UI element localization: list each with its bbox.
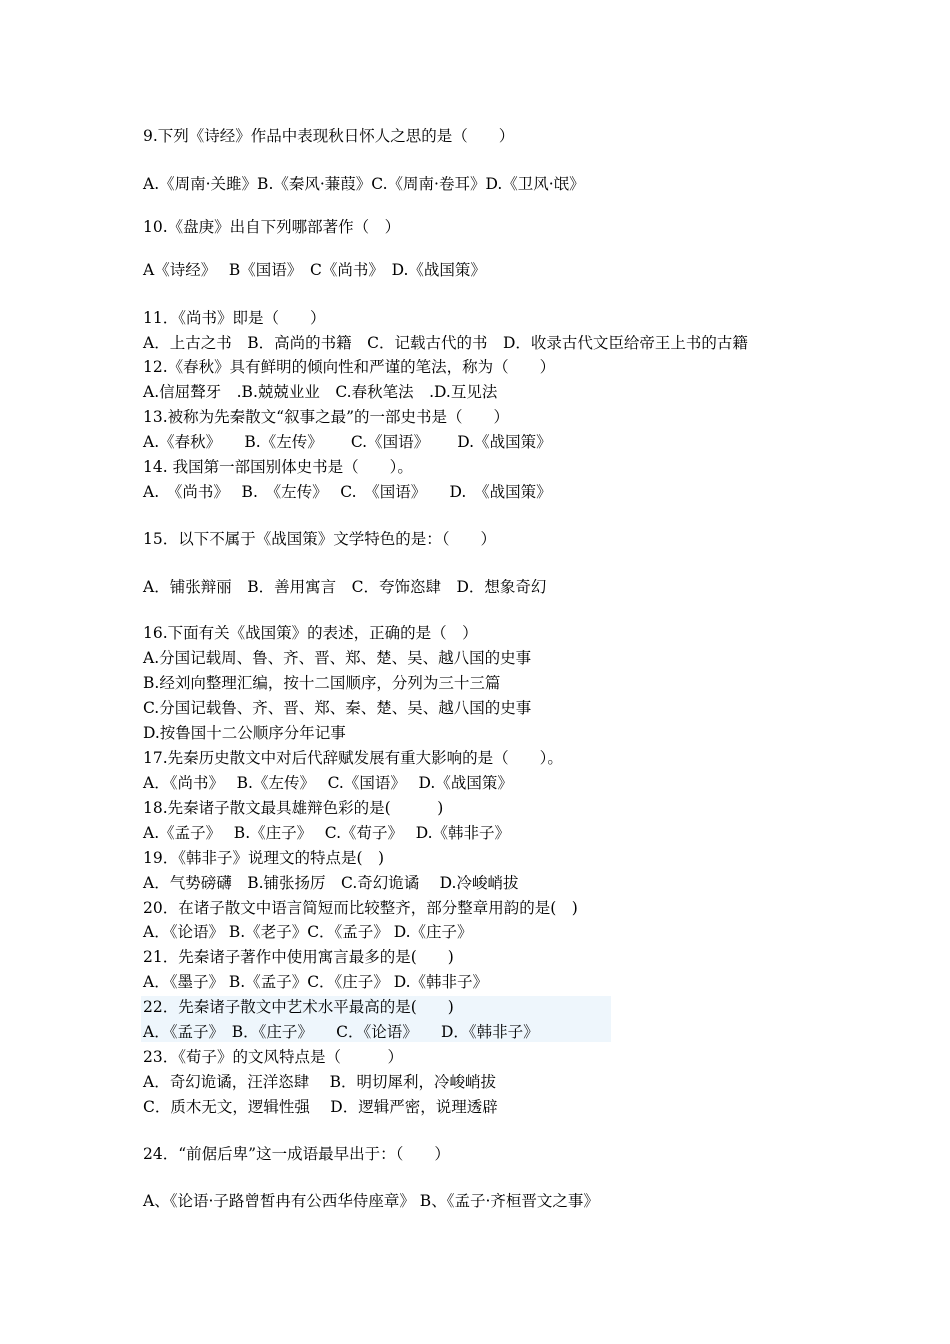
- question-14-options: A. 《尚书》 B. 《左传》 C. 《国语》 D. 《战国策》: [143, 483, 552, 501]
- question-19: 19．《韩非子》说理文的特点是( ): [143, 849, 385, 867]
- question-10: 10.《盘庚》出自下列哪部著作（ ）: [143, 218, 401, 236]
- question-17-options: A．《尚书》 B.《左传》 C.《国语》 D.《战国策》: [143, 774, 513, 792]
- question-16: 16.下面有关《战国策》的表述，正确的是（ ）: [143, 624, 478, 642]
- question-9: 9.下列《诗经》作品中表现秋日怀人之思的是（ ）: [143, 127, 515, 145]
- question-9-options: A.《周南·关雎》B.《秦风·蒹葭》C.《周南·卷耳》D.《卫风·氓》: [143, 175, 585, 193]
- question-15-options: A．铺张辩丽 B．善用寓言 C．夸饰恣肆 D．想象奇幻: [143, 578, 547, 596]
- question-18: 18.先秦诸子散文最具雄辩色彩的是( ): [143, 799, 444, 817]
- question-16-option-c: C.分国记载鲁、齐、晋、郑、秦、楚、吴、越八国的史事: [143, 699, 532, 717]
- question-23: 23．《荀子》的文风特点是（ ）: [143, 1048, 403, 1066]
- question-21-options: A．《墨子》 B.《孟子》C．《庄子》 D.《韩非子》: [143, 973, 489, 991]
- question-20: 20．在诸子散文中语言简短而比较整齐，部分整章用韵的是( ): [143, 899, 578, 917]
- question-21: 21．先秦诸子著作中使用寓言最多的是( ): [143, 948, 454, 966]
- question-23-options-ab: A．奇幻诡谲，汪洋恣肆 B．明切犀利，冷峻峭拔: [143, 1073, 497, 1091]
- question-12-options: A.信屈聱牙 .B.兢兢业业 C.春秋笔法 .D.互见法: [143, 383, 498, 401]
- question-17: 17.先秦历史散文中对后代辞赋发展有重大影响的是（ ）。: [143, 749, 563, 767]
- question-13: 13.被称为先秦散文“叙事之最”的一部史书是（ ）: [143, 408, 509, 426]
- question-22: 22．先秦诸子散文中艺术水平最高的是( ): [143, 998, 454, 1016]
- question-10-options: A《诗经》 B《国语》 C《尚书》 D.《战国策》: [143, 261, 486, 279]
- question-16-option-a: A.分国记载周、鲁、齐、晋、郑、楚、吴、越八国的史事: [143, 649, 532, 667]
- question-14: 14. 我国第一部国别体史书是（ ）。: [143, 458, 413, 476]
- question-23-options-cd: C．质木无文，逻辑性强 D．逻辑严密，说理透辟: [143, 1098, 498, 1116]
- question-22-options: A．《孟子》 B．《庄子》 C．《论语》 D．《韩非子》: [143, 1023, 539, 1041]
- question-16-option-b: B.经刘向整理汇编，按十二国顺序，分列为三十三篇: [143, 674, 501, 692]
- question-15: 15．以下不属于《战国策》文学特色的是：（ ）: [143, 530, 496, 548]
- question-19-options: A．气势磅礴 B.铺张扬厉 C.奇幻诡谲 D.冷峻峭拔: [143, 874, 519, 892]
- question-20-options: A．《论语》 B.《老子》C．《孟子》 D.《庄子》: [143, 923, 473, 941]
- question-11-options: A．上古之书 B．高尚的书籍 C．记载古代的书 D．收录古代文臣给帝王上书的古籍: [143, 334, 748, 352]
- question-24-options: A、《论语·子路曾皙冉有公西华侍座章》 B、《孟子·齐桓晋文之事》: [143, 1192, 599, 1210]
- question-24: 24．“前倨后卑”这一成语最早出于：（ ）: [143, 1145, 450, 1163]
- question-16-option-d: D.按鲁国十二公顺序分年记事: [143, 724, 346, 742]
- question-11: 11．《尚书》即是（ ）: [143, 309, 326, 327]
- question-13-options: A.《春秋》 B.《左传》 C.《国语》 D.《战国策》: [143, 433, 552, 451]
- question-18-options: A.《孟子》 B.《庄子》 C.《荀子》 D.《韩非子》: [143, 824, 511, 842]
- question-12: 12.《春秋》具有鲜明的倾向性和严谨的笔法，称为（ ）: [143, 358, 556, 376]
